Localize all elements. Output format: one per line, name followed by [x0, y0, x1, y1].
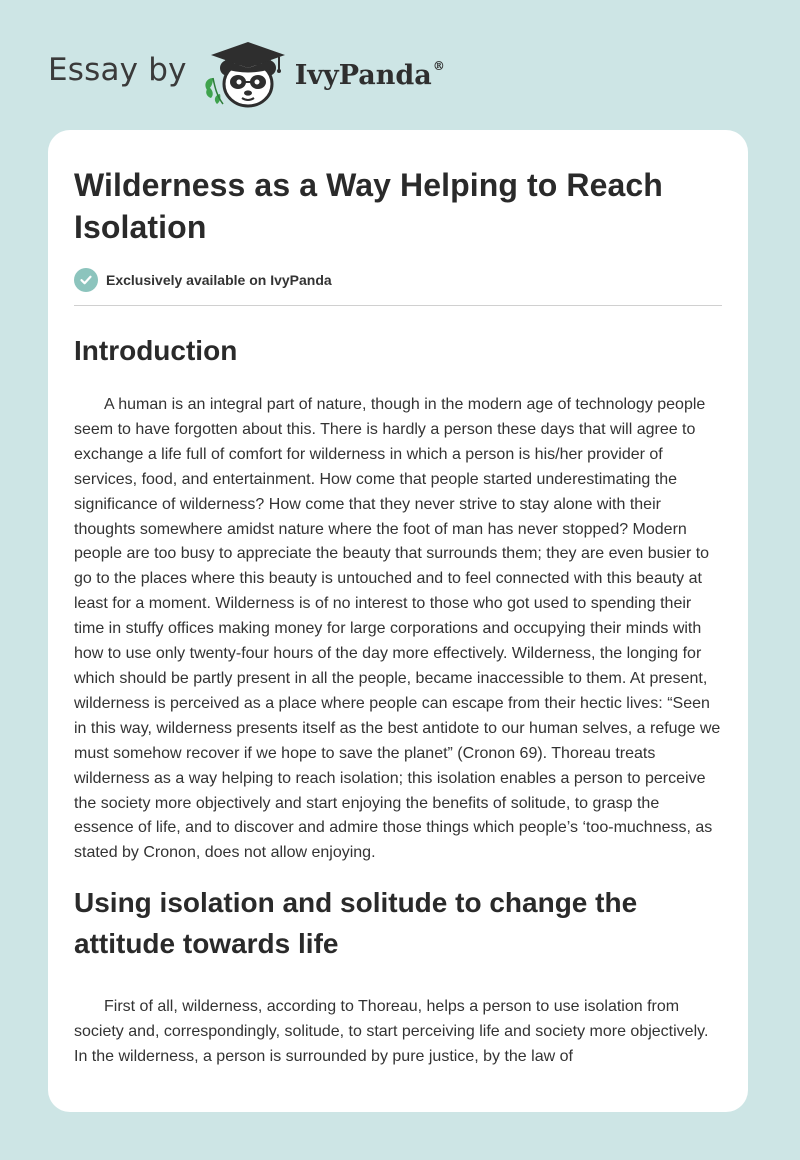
- section-heading-introduction: Introduction: [74, 335, 238, 366]
- introduction-paragraph: A human is an integral part of nature, though in the modern age of technology people seem to have forgotten about this. There is hardly a person these days that will agree to exchange a life full of comfort for wilderness in which a person is his/her provider of services, food, and entertainment. How come that people started underestimating the significance of wilderness? How come that they never strive to stay alone with their thoughts somewhere amidst nature where the foot of man has never stopped? Modern people are too busy to appreciate the beauty that surrounds them; they are even busier to go to the places where this beauty is untouched and to feel connected with this beauty at least for a moment. Wilderness is of no interest to those who got used to spending their time in stuffy offices making money for large corporations and occupying their minds with how to use only twenty-four hours of the day more effectively. Wilderness, the longing for which should be partly present in all the people, became inaccessible to them. At present, wilderness is perceived as a place where people can escape from their hectic lives: “Seen in this way, wilderness presents itself as the best antidote to our human selves, a refuge we must somehow recover if we hope to save the planet” (Cronon 69). Thoreau treats wilderness as a way helping to reach isolation; this isolation enables a person to perceive the society more objectively and start enjoying the benefits of solitude, to grasp the essence of life, and to discover and admire those things which people’s ‘too-muchness, as stated by Cronon, does not allow enjoying.: [74, 396, 721, 862]
- site-header: [48, 38, 445, 110]
- exclusive-label: Exclusively available on IvyPanda: [106, 272, 332, 288]
- registered-mark: ®: [432, 59, 445, 73]
- panda-logo-icon[interactable]: [201, 38, 291, 110]
- brand-name[interactable]: [295, 59, 445, 91]
- check-badge-icon: [74, 268, 98, 292]
- essay-by-label: Essay by: [48, 52, 187, 88]
- ivy-leaf-icon: [205, 78, 223, 104]
- title-divider: [74, 305, 722, 306]
- isolation-paragraph: First of all, wilderness, according to Thoreau, helps a person to use isolation from society and, correspondingly, solitude, to start perceiving life and society more objectively. In the wilderness, a person is surrounded by pure justice, by the law of: [74, 998, 709, 1066]
- section-heading-isolation: Using isolation and solitude to change the attitude towards life: [74, 887, 638, 960]
- checkmark-icon: [79, 273, 93, 287]
- exclusive-notice: [74, 268, 722, 292]
- essay-card: [48, 130, 748, 1112]
- essay-title: Wilderness as a Way Helping to Reach Isolation: [74, 167, 663, 245]
- brand-name-text: IvyPanda: [294, 60, 432, 91]
